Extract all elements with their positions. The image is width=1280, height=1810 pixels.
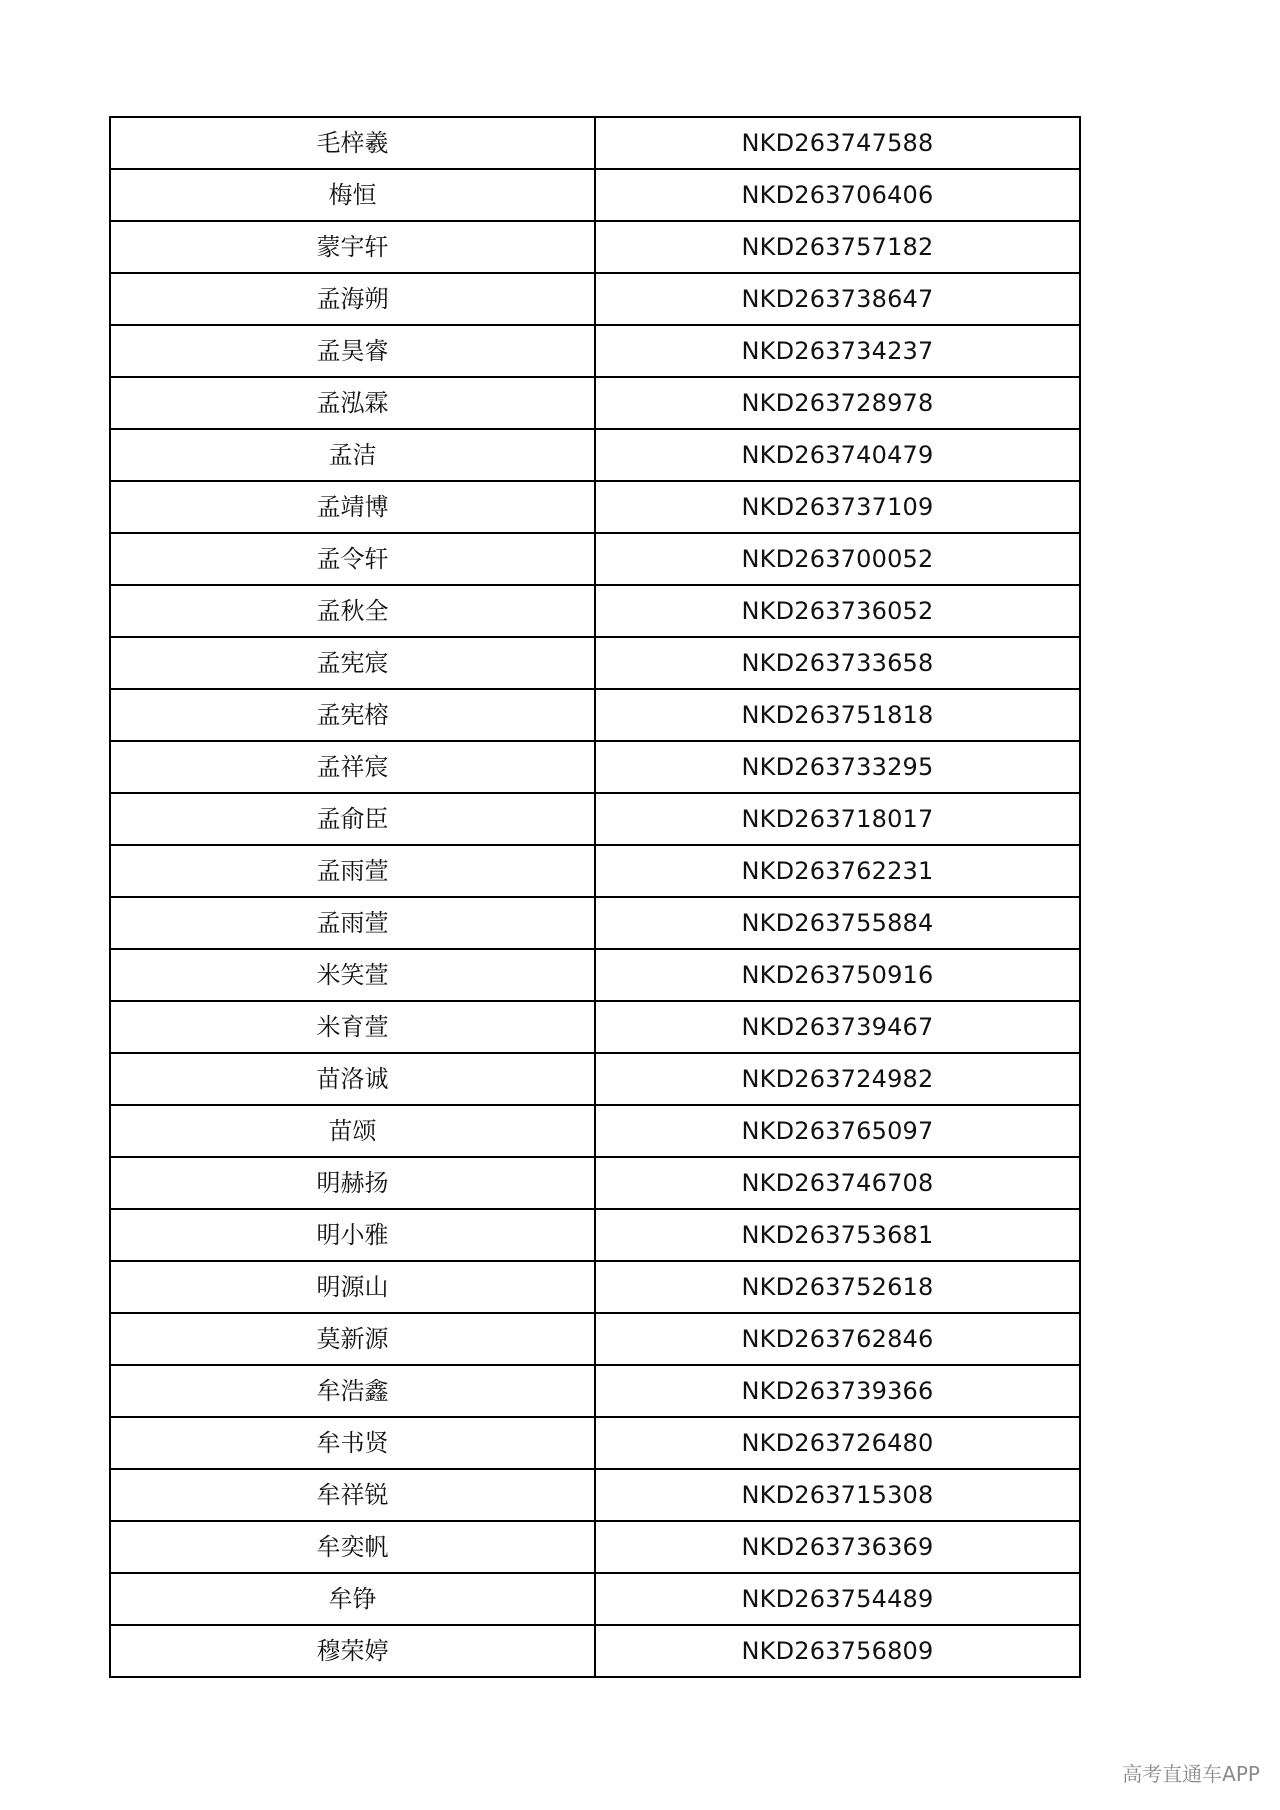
table-row <box>110 1001 1080 1053</box>
id-cell: NKD263746708 <box>595 1157 1080 1209</box>
id-cell: NKD263738647 <box>595 273 1080 325</box>
table-row <box>110 221 1080 273</box>
table-row <box>110 1261 1080 1313</box>
id-cell: NKD263740479 <box>595 429 1080 481</box>
id-cell: NKD263736052 <box>595 585 1080 637</box>
table-row <box>110 741 1080 793</box>
name-cell: 牟铮 <box>110 1573 595 1625</box>
watermark-text: 高考直通车APP <box>1122 1762 1260 1786</box>
name-cell: 孟泓霖 <box>110 377 595 429</box>
name-cell: 孟靖博 <box>110 481 595 533</box>
table-row <box>110 949 1080 1001</box>
table-body <box>110 117 1080 1677</box>
name-cell: 苗洛诚 <box>110 1053 595 1105</box>
id-cell: NKD263762231 <box>595 845 1080 897</box>
table-row <box>110 689 1080 741</box>
name-cell: 孟令轩 <box>110 533 595 585</box>
id-cell: NKD263736369 <box>595 1521 1080 1573</box>
table-row <box>110 897 1080 949</box>
id-cell: NKD263706406 <box>595 169 1080 221</box>
name-cell: 牟祥锐 <box>110 1469 595 1521</box>
name-cell: 梅恒 <box>110 169 595 221</box>
id-cell: NKD263739366 <box>595 1365 1080 1417</box>
id-cell: NKD263747588 <box>595 117 1080 169</box>
table-row <box>110 1157 1080 1209</box>
table-row <box>110 273 1080 325</box>
table-row <box>110 793 1080 845</box>
name-cell: 莫新源 <box>110 1313 595 1365</box>
id-cell: NKD263751818 <box>595 689 1080 741</box>
id-cell: NKD263755884 <box>595 897 1080 949</box>
id-cell: NKD263750916 <box>595 949 1080 1001</box>
id-cell: NKD263728978 <box>595 377 1080 429</box>
table-row <box>110 1469 1080 1521</box>
name-cell: 孟宪榕 <box>110 689 595 741</box>
name-cell: 苗颂 <box>110 1105 595 1157</box>
name-cell: 毛梓羲 <box>110 117 595 169</box>
id-cell: NKD263715308 <box>595 1469 1080 1521</box>
name-cell: 牟浩鑫 <box>110 1365 595 1417</box>
name-cell: 孟昊睿 <box>110 325 595 377</box>
name-cell: 孟秋全 <box>110 585 595 637</box>
table-row <box>110 1521 1080 1573</box>
name-cell: 米笑萱 <box>110 949 595 1001</box>
name-cell: 孟雨萱 <box>110 897 595 949</box>
name-cell: 穆荣婷 <box>110 1625 595 1677</box>
name-cell: 孟俞臣 <box>110 793 595 845</box>
id-cell: NKD263724982 <box>595 1053 1080 1105</box>
table-row <box>110 1209 1080 1261</box>
id-cell: NKD263754489 <box>595 1573 1080 1625</box>
table-row <box>110 1105 1080 1157</box>
name-cell: 孟雨萱 <box>110 845 595 897</box>
id-cell: NKD263739467 <box>595 1001 1080 1053</box>
name-cell: 孟祥宸 <box>110 741 595 793</box>
id-cell: NKD263718017 <box>595 793 1080 845</box>
id-cell: NKD263734237 <box>595 325 1080 377</box>
id-cell: NKD263700052 <box>595 533 1080 585</box>
name-cell: 明小雅 <box>110 1209 595 1261</box>
table-row <box>110 429 1080 481</box>
name-cell: 米育萱 <box>110 1001 595 1053</box>
table-row <box>110 117 1080 169</box>
table-row <box>110 325 1080 377</box>
table-row <box>110 845 1080 897</box>
name-cell: 孟洁 <box>110 429 595 481</box>
id-cell: NKD263757182 <box>595 221 1080 273</box>
id-cell: NKD263752618 <box>595 1261 1080 1313</box>
table-row <box>110 169 1080 221</box>
table-row <box>110 585 1080 637</box>
name-list-table <box>109 116 1081 1678</box>
name-cell: 孟海朔 <box>110 273 595 325</box>
name-cell: 明赫扬 <box>110 1157 595 1209</box>
id-cell: NKD263726480 <box>595 1417 1080 1469</box>
table-row <box>110 1573 1080 1625</box>
table-row <box>110 377 1080 429</box>
name-cell: 孟宪宸 <box>110 637 595 689</box>
id-cell: NKD263756809 <box>595 1625 1080 1677</box>
table-row <box>110 637 1080 689</box>
table-row <box>110 1313 1080 1365</box>
id-cell: NKD263733658 <box>595 637 1080 689</box>
table-row <box>110 1417 1080 1469</box>
id-cell: NKD263765097 <box>595 1105 1080 1157</box>
name-cell: 牟奕帆 <box>110 1521 595 1573</box>
table-row <box>110 481 1080 533</box>
table-row <box>110 1053 1080 1105</box>
id-cell: NKD263737109 <box>595 481 1080 533</box>
name-cell: 明源山 <box>110 1261 595 1313</box>
name-cell: 牟书贤 <box>110 1417 595 1469</box>
id-cell: NKD263733295 <box>595 741 1080 793</box>
name-cell: 蒙宇轩 <box>110 221 595 273</box>
table-row <box>110 1365 1080 1417</box>
id-cell: NKD263753681 <box>595 1209 1080 1261</box>
id-cell: NKD263762846 <box>595 1313 1080 1365</box>
table-row <box>110 1625 1080 1677</box>
table-row <box>110 533 1080 585</box>
